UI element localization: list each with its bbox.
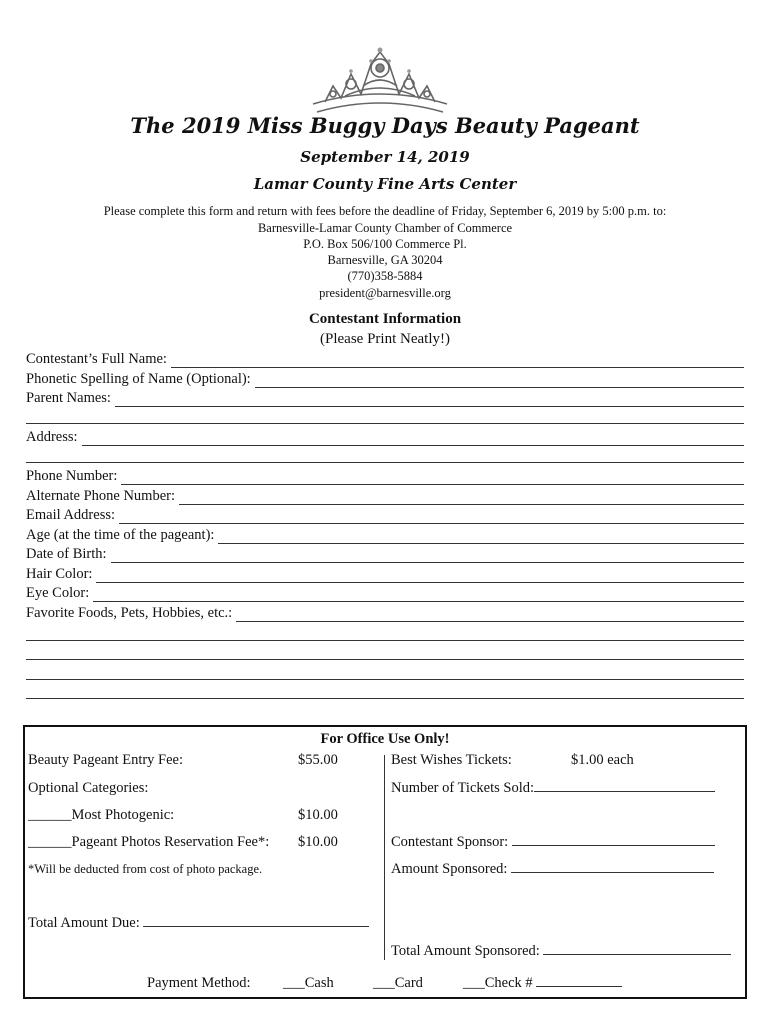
field-label: Parent Names:	[26, 390, 111, 406]
most-photogenic-value: $10.00	[298, 807, 338, 823]
sponsor-label: Contestant Sponsor:	[391, 834, 509, 850]
address-line: P.O. Box 506/100 Commerce Pl.	[303, 236, 467, 251]
alt-phone-field[interactable]	[26, 486, 744, 505]
payment-card-option[interactable]: ___Card	[373, 975, 423, 991]
dob-input[interactable]	[111, 549, 744, 563]
field-label: Phonetic Spelling of Name (Optional):	[26, 371, 251, 387]
payment-check-label: ___Check #	[463, 975, 533, 991]
full-name-field[interactable]	[26, 349, 744, 368]
tickets-sold-field[interactable]	[391, 780, 715, 797]
total-due-field[interactable]	[28, 915, 369, 932]
entry-fee-value: $55.00	[298, 752, 338, 768]
email-input[interactable]	[119, 510, 744, 524]
eye-color-field[interactable]	[26, 583, 744, 602]
field-label: Phone Number:	[26, 468, 118, 484]
event-venue: Lamar County Fine Arts Center	[253, 175, 517, 193]
sponsor-field[interactable]	[391, 834, 715, 851]
tickets-sold-input[interactable]	[534, 791, 715, 792]
photo-footnote: *Will be deducted from cost of photo package.	[28, 862, 263, 876]
field-label: Alternate Phone Number:	[26, 488, 175, 504]
eye-color-input[interactable]	[93, 588, 744, 602]
field-label: Favorite Foods, Pets, Hobbies, etc.:	[26, 605, 233, 621]
favorites-extra-line[interactable]	[26, 640, 744, 641]
office-heading: For Office Use Only!	[320, 731, 450, 747]
optional-categories-label: Optional Categories:	[28, 780, 149, 796]
phone-field[interactable]	[26, 466, 744, 485]
parent-names-input[interactable]	[115, 393, 744, 407]
amount-sponsored-field[interactable]	[391, 861, 714, 878]
email-field[interactable]	[26, 505, 744, 524]
favorites-input[interactable]	[236, 608, 744, 622]
field-label: Eye Color:	[26, 585, 90, 601]
address-field[interactable]	[26, 427, 744, 446]
section-subheading: (Please Print Neatly!)	[320, 331, 450, 347]
favorites-field[interactable]	[26, 603, 744, 622]
phonetic-name-field[interactable]	[26, 369, 744, 388]
amount-sponsored-input[interactable]	[511, 872, 714, 873]
favorites-extra-line[interactable]	[26, 698, 744, 699]
dob-field[interactable]	[26, 544, 744, 563]
photos-fee-value: $10.00	[298, 834, 338, 850]
tickets-price: $1.00 each	[571, 752, 634, 768]
field-label: Address:	[26, 429, 78, 445]
payment-method-label: Payment Method:	[147, 975, 251, 991]
hair-color-input[interactable]	[96, 569, 744, 583]
payment-cash-option[interactable]: ___Cash	[283, 975, 334, 991]
address-line: (770)358-5884	[347, 269, 423, 284]
alt-phone-input[interactable]	[179, 491, 744, 505]
field-label: Email Address:	[26, 507, 116, 523]
tickets-label: Best Wishes Tickets:	[391, 752, 512, 768]
photos-fee-label: ______Pageant Photos Reservation Fee*:	[28, 834, 270, 850]
field-label: Contestant’s Full Name:	[26, 351, 167, 367]
phone-input[interactable]	[121, 471, 744, 485]
payment-check-field[interactable]	[463, 975, 622, 992]
parent-names-extra-line[interactable]	[26, 423, 744, 424]
page-title: The 2019 Miss Buggy Days Beauty Pageant	[130, 113, 640, 138]
phonetic-name-input[interactable]	[255, 374, 744, 388]
field-label: Date of Birth:	[26, 546, 107, 562]
address-input[interactable]	[82, 432, 744, 446]
sponsor-input[interactable]	[512, 845, 715, 846]
event-date: September 14, 2019	[300, 148, 470, 166]
age-input[interactable]	[218, 530, 744, 544]
address-line: Barnesville-Lamar County Chamber of Commerce	[257, 220, 513, 235]
address-extra-line[interactable]	[26, 462, 744, 463]
age-field[interactable]	[26, 525, 744, 544]
total-sponsored-input[interactable]	[543, 954, 731, 955]
favorites-extra-line[interactable]	[26, 659, 744, 660]
office-divider	[384, 755, 385, 960]
field-label: Age (at the time of the pageant):	[26, 527, 215, 543]
full-name-input[interactable]	[171, 354, 744, 368]
total-due-input[interactable]	[143, 926, 369, 927]
office-use-box	[23, 725, 747, 999]
address-line: Barnesville, GA 30204	[327, 253, 443, 268]
most-photogenic-label: ______Most Photogenic:	[28, 807, 175, 823]
total-sponsored-label: Total Amount Sponsored:	[391, 943, 540, 959]
entry-fee-label: Beauty Pageant Entry Fee:	[28, 752, 184, 768]
instructions-text: Please complete this form and return with fees before the deadline of Friday, September 6, 2019 by 5:00 p.m. to:	[103, 204, 667, 218]
field-label: Hair Color:	[26, 566, 93, 582]
check-number-input[interactable]	[536, 986, 622, 987]
tiara-icon	[305, 46, 455, 122]
hair-color-field[interactable]	[26, 564, 744, 583]
total-due-label: Total Amount Due:	[28, 915, 140, 931]
tickets-sold-label: Number of Tickets Sold:	[391, 780, 534, 796]
amount-sponsored-label: Amount Sponsored:	[391, 861, 508, 877]
total-sponsored-field[interactable]	[391, 943, 731, 960]
favorites-extra-line[interactable]	[26, 679, 744, 680]
email-address-text: president@barnesville.org	[319, 285, 451, 300]
section-heading: Contestant Information	[308, 311, 462, 327]
parent-names-field[interactable]	[26, 388, 744, 407]
